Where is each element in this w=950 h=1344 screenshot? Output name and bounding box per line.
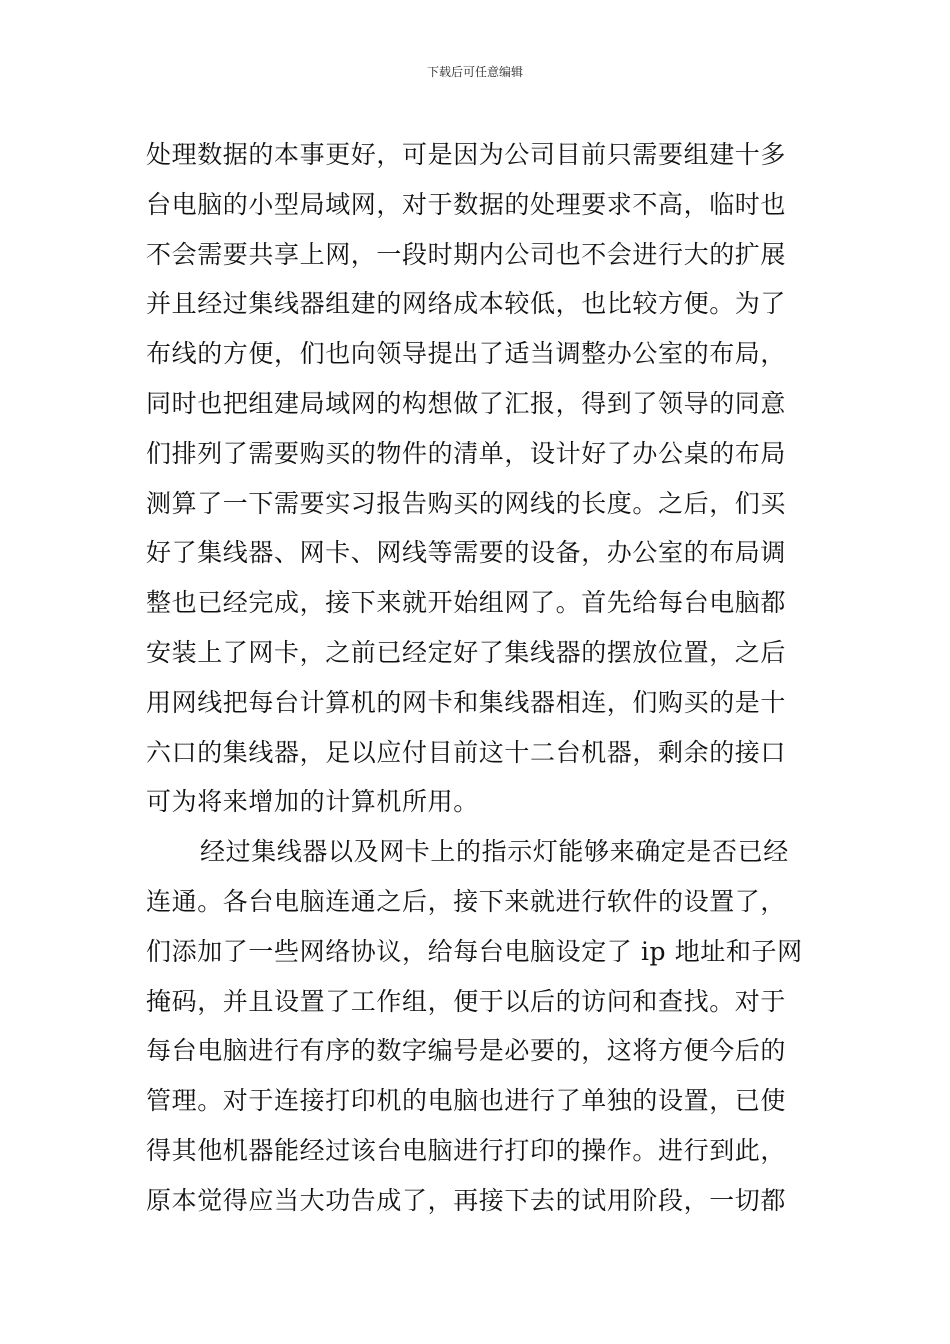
- text-line: 得其他机器能经过该台电脑进行打印的操作。进行到此，: [146, 1135, 787, 1165]
- text-line: 安装上了网卡，之前已经定好了集线器的摆放位置，之后: [146, 637, 787, 667]
- text-line: 用网线把每台计算机的网卡和集线器相连，们购买的是十: [146, 687, 787, 717]
- text-line: 连通。各台电脑连通之后，接下来就进行软件的设置了，: [146, 886, 787, 916]
- text-line: 整也已经完成，接下来就开始组网了。首先给每台电脑都: [146, 588, 787, 618]
- text-line: 处理数据的本事更好，可是因为公司目前只需要组建十多: [146, 140, 787, 169]
- paragraph-1: [146, 130, 808, 827]
- text-line: 可为将来增加的计算机所用。: [146, 787, 479, 817]
- text-line: 台电脑的小型局域网，对于数据的处理要求不高，临时也: [146, 189, 787, 219]
- text-line: 管理。对于连接打印机的电脑也进行了单独的设置，已使: [146, 1086, 787, 1116]
- text-line: 并且经过集线器组建的网络成本较低，也比较方便。为了: [146, 289, 787, 319]
- text-line-indented: 经过集线器以及网卡上的指示灯能够来确定是否已经: [200, 837, 789, 867]
- text-line: 同时也把组建局域网的构想做了汇报，得到了领导的同意: [146, 388, 787, 418]
- text-line: 们排列了需要购买的物件的清单，设计好了办公桌的布局: [146, 438, 787, 468]
- text-line: 们添加了一些网络协议，给每台电脑设定了 ip 地址和子网: [146, 936, 803, 966]
- text-line: 六口的集线器，足以应付目前这十二台机器，剩余的接口: [146, 737, 787, 767]
- text-line: 掩码，并且设置了工作组，便于以后的访问和查找。对于: [146, 986, 787, 1016]
- text-line: 好了集线器、网卡、网线等需要的设备，办公室的布局调: [146, 538, 787, 568]
- document-body: [146, 130, 808, 1226]
- text-line: 不会需要共享上网，一段时期内公司也不会进行大的扩展: [146, 239, 787, 269]
- page-header: 下载后可任意编辑: [426, 65, 523, 79]
- text-line: 测算了一下需要实习报告购买的网线的长度。之后，们买: [146, 488, 787, 518]
- text-line: 布线的方便，们也向领导提出了适当调整办公室的布局，: [146, 339, 787, 369]
- text-line: 每台电脑进行有序的数字编号是必要的，这将方便今后的: [146, 1036, 787, 1066]
- text-line: 原本觉得应当大功告成了，再接下去的试用阶段，一切都: [146, 1185, 787, 1215]
- paragraph-2: [146, 827, 808, 1225]
